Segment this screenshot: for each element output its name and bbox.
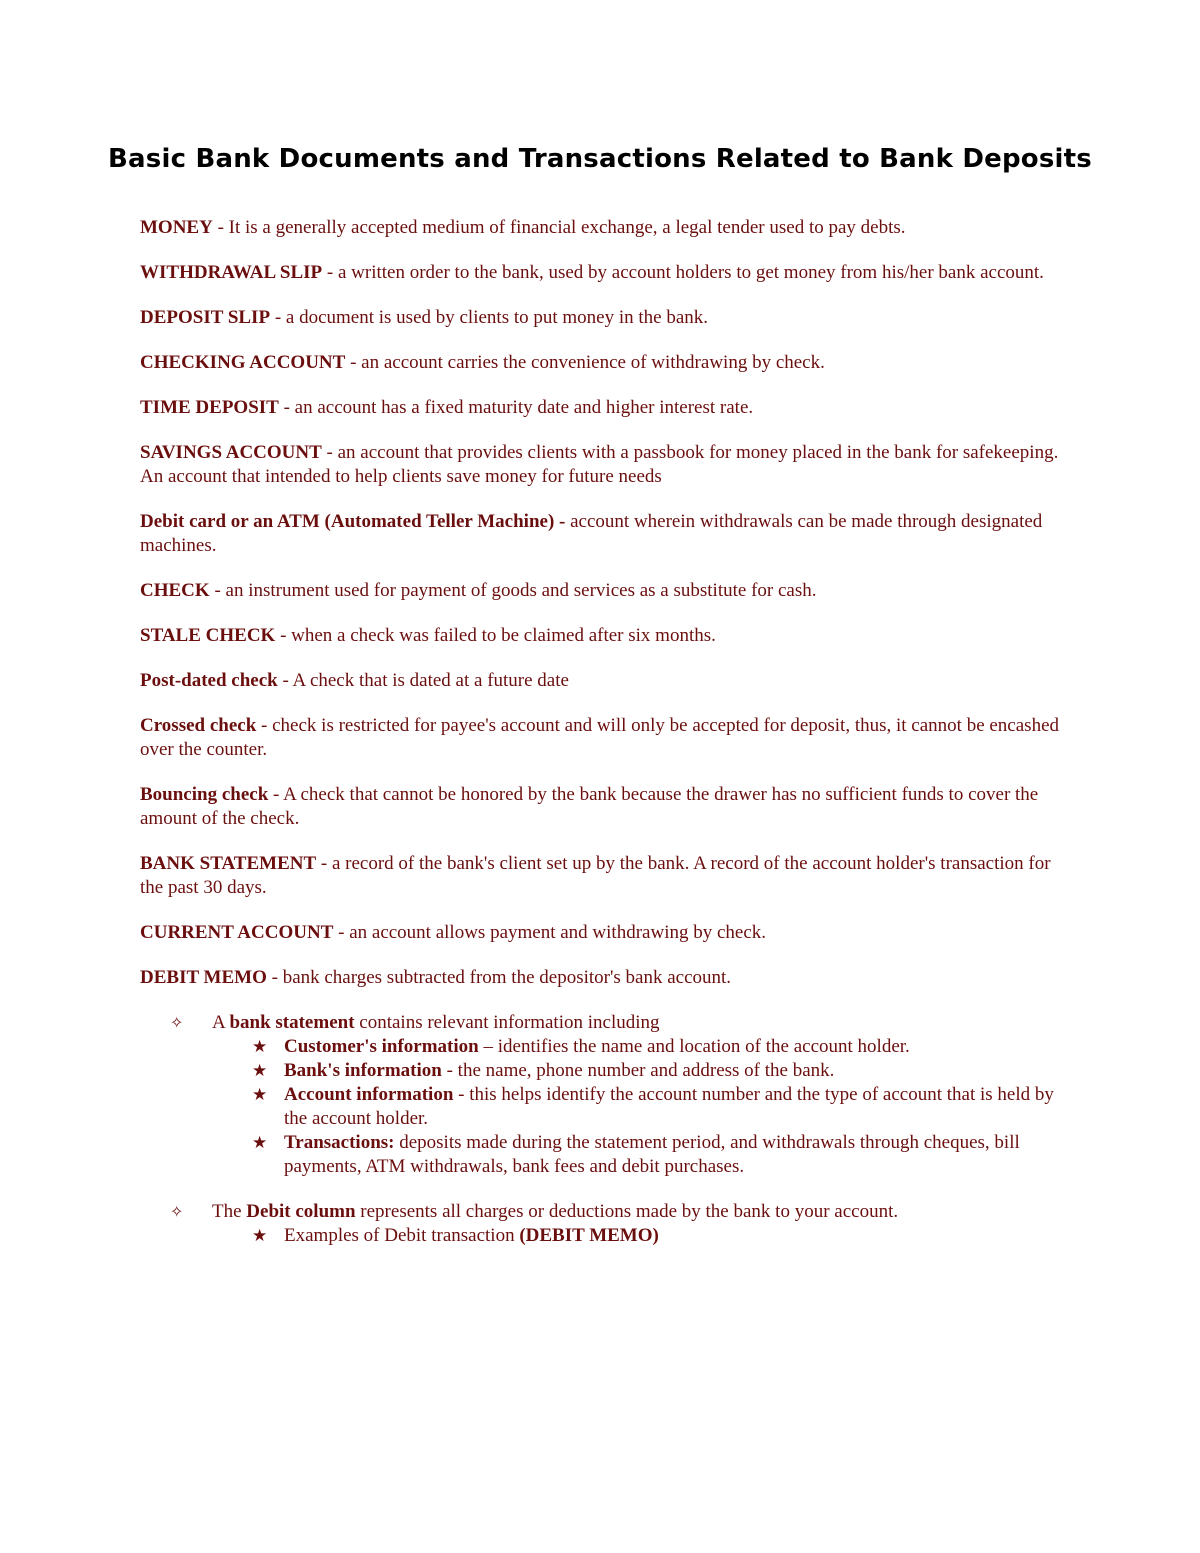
page-title: Basic Bank Documents and Transactions Related to Bank Deposits [108,144,1092,174]
bank-statement-list [140,1011,1060,1179]
list-item-text: The [212,1201,247,1222]
definition-term: TIME DEPOSIT [140,397,279,418]
sublist-item-bold: Account information [284,1084,454,1105]
definition-term: DEBIT MEMO [140,967,267,988]
list-item [140,1200,1060,1248]
bank-statement-sublist [212,1035,1060,1179]
definition-text: when a check was failed to be claimed after six months. [291,625,716,646]
list-item-text: A [212,1012,230,1033]
definition-checking-account [140,351,1060,375]
definition-money [140,216,1060,240]
star-bullet-icon: ★ [252,1133,268,1153]
debit-column-list [140,1200,1060,1248]
definition-text: account wherein withdrawals can be made through designated machines. [140,511,1043,556]
sublist-item [212,1224,1060,1248]
definition-deposit-slip [140,306,1060,330]
definition-separator: - [212,217,229,238]
list-item-text: represents all charges or deductions made by the bank to your account. [355,1201,899,1222]
definition-term: MONEY [140,217,213,238]
definition-time-deposit [140,396,1060,420]
definition-text: an account that provides clients with a passbook for money placed in the bank for safekeeping. An account that intended to help clients save money for future needs [140,442,1059,487]
sublist-item-text: this helps identify the account number and the type of account that is held by the account holder. [284,1084,1054,1129]
sublist-item-text: deposits made during the statement period, and withdrawals through cheques, bill payments, ATM withdrawals, bank fees and debit purchases. [284,1132,1020,1177]
definition-debit-card-atm [140,510,1060,558]
definition-separator: - [345,352,362,373]
definition-check [140,579,1060,603]
debit-column-sublist [212,1224,1060,1248]
definition-text: bank charges subtracted from the depositor's bank account. [282,967,732,988]
definition-text: a written order to the bank, used by account holders to get money from his/her bank account. [337,262,1044,283]
definition-current-account [140,921,1060,945]
definition-term: BANK STATEMENT [140,853,317,874]
list-item-bold: Debit column [246,1201,356,1222]
definition-post-dated-check [140,669,1060,693]
definition-stale-check [140,624,1060,648]
definition-crossed-check [140,714,1060,762]
sublist-item [212,1059,1060,1083]
document-body [140,216,1060,1269]
definition-separator: - [268,784,284,805]
star-bullet-icon: ★ [252,1037,268,1057]
definition-text: check is restricted for payee's account and will only be accepted for deposit, thus, it cannot be encashed over the counter. [140,715,1060,760]
definition-text: A check that cannot be honored by the bank because the drawer has no sufficient funds to cover the amount of the check. [140,784,1039,829]
definition-separator: - [277,670,293,691]
diamond-bullet-icon: ✧ [170,1013,184,1032]
sublist-item-separator: - [453,1084,470,1105]
list-item-bold: bank statement [229,1012,355,1033]
definition-term: Bouncing check [140,784,269,805]
list-item-text: contains relevant information including [354,1012,660,1033]
sublist-item-bold: Bank's information [284,1060,442,1081]
definition-separator: - [209,580,226,601]
definition-bouncing-check [140,783,1060,831]
definition-separator: - [270,307,286,328]
sublist-item-text: the name, phone number and address of the bank. [457,1060,835,1081]
star-bullet-icon: ★ [252,1061,268,1081]
sublist-item-bold: Customer's information [284,1036,479,1057]
definition-text: A check that is dated at a future date [292,670,569,691]
definition-bank-statement [140,852,1060,900]
definition-term: Post-dated check [140,670,278,691]
star-bullet-icon: ★ [252,1085,268,1105]
definition-separator: - [316,853,332,874]
definition-withdrawal-slip [140,261,1060,285]
definition-separator: - [275,625,292,646]
sublist-item-separator: - [441,1060,458,1081]
definition-term: WITHDRAWAL SLIP [140,262,323,283]
definition-text: a document is used by clients to put money in the bank. [285,307,709,328]
diamond-bullet-icon: ✧ [170,1202,184,1221]
sublist-item [212,1035,1060,1059]
sublist-item-separator: – [478,1036,498,1057]
definition-term: Debit card or an ATM (Automated Teller Machine) - [140,511,566,532]
definition-text: a record of the bank's client set up by the bank. A record of the account holder's transaction for the past 30 days. [140,853,1051,898]
definition-text: an instrument used for payment of goods and services as a substitute for cash. [225,580,817,601]
definition-separator: - [256,715,273,736]
sublist-item-bold: (DEBIT MEMO) [519,1225,659,1246]
definition-separator: - [333,922,350,943]
definition-separator: - [322,262,338,283]
definition-term: CHECKING ACCOUNT [140,352,346,373]
sublist-item-text: identifies the name and location of the account holder. [497,1036,910,1057]
definition-term: CURRENT ACCOUNT [140,922,334,943]
definition-term: CHECK [140,580,210,601]
definition-text: an account has a fixed maturity date and higher interest rate. [294,397,754,418]
definition-savings-account [140,441,1060,489]
definition-debit-memo [140,966,1060,990]
sublist-item [212,1083,1060,1131]
definition-term: Crossed check [140,715,257,736]
definition-term: SAVINGS ACCOUNT [140,442,322,463]
star-bullet-icon: ★ [252,1226,268,1246]
definition-term: STALE CHECK [140,625,276,646]
definition-term: DEPOSIT SLIP [140,307,271,328]
definition-text: It is a generally accepted medium of financial exchange, a legal tender used to pay debts. [228,217,906,238]
definition-separator: - [266,967,283,988]
definition-text: an account allows payment and withdrawing by check. [349,922,767,943]
sublist-item-text: Examples of Debit transaction [284,1225,520,1246]
list-item [140,1011,1060,1179]
definition-separator: - [278,397,295,418]
definition-separator: - [321,442,338,463]
definition-text: an account carries the convenience of withdrawing by check. [361,352,825,373]
sublist-item [212,1131,1060,1179]
sublist-item-bold: Transactions: [284,1132,395,1153]
